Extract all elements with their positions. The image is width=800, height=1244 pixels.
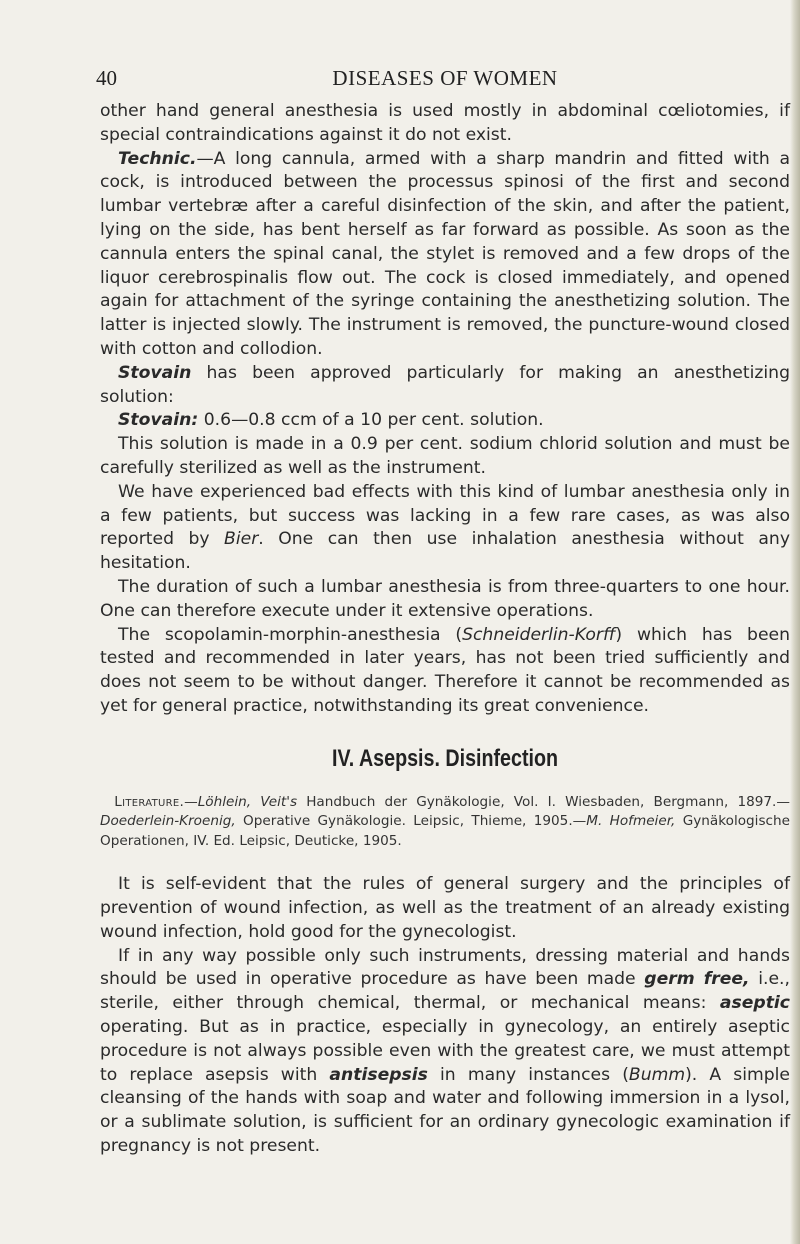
technic-label: Technic. (118, 148, 197, 169)
page-edge-shadow (790, 0, 800, 1244)
stovain-dose-label: Stovain: (118, 410, 199, 431)
paragraph-germ-free: If in any way possible only such instruments, dressing material and hands should be used in operative procedure as have been made germ free, i.e., sterile, either through chemical, thermal, or mechanical means: aseptic operating. But as in practice, especially in gynecology, an entirely aseptic procedure is not always possible even with the greatest care, we must attempt to replace asepsis with antisepsis in many instances (Bumm). A simple cleansing of the hands with soap and water and following immersion in a lysol, or a sublimate solution, is sufficient for an ordinary gynecologic examination if pregnancy is not present. (100, 945, 790, 1156)
term-aseptic: aseptic (719, 993, 790, 1014)
term-germ-free: germ free, (644, 969, 750, 990)
paragraph-stovain: Stovain has been approved particularly for making an anesthetizing solution: (100, 362, 790, 407)
paragraph-self-evident: It is self-evident that the rules of general surgery and the principles of prevention of wound infection, as well as the treatment of an already existing wound infection, hold good for the gynecologist. (100, 874, 790, 942)
paragraph-stovain-dose: Stovain: 0.6—0.8 ccm of a 10 per cent. solution. (118, 410, 544, 431)
running-title: DISEASES OF WOMEN (332, 66, 558, 90)
paragraph-duration: The duration of such a lumbar anesthesia is from three-quarters to one hour. One can therefore execute under it extensive operations. (100, 576, 790, 621)
page-number: 40 (96, 66, 117, 90)
section-heading: IV. Asepsis. Disinfection (331, 744, 559, 772)
author-name: Schneiderlin-Korff (462, 624, 616, 645)
paragraph-scopolamin: The scopolamin-morphin-anesthesia (Schneiderlin-Korff) which has been tested and recommended in later years, has not been tried sufficiently and does not seem to be without danger. Therefore it cannot be recommended as yet for general practice, notwithstanding its great convenience. (100, 624, 790, 716)
author-name: Bier (224, 529, 259, 550)
paragraph-solution: This solution is made in a 0.9 per cent. sodium chlorid solution and must be carefully sterilized as well as the instrument. (100, 434, 790, 478)
literature-label: Literature. (114, 793, 185, 810)
author-name: Bumm (628, 1064, 686, 1085)
page-header (96, 66, 790, 92)
book-page (96, 66, 790, 1159)
paragraph-technic: Technic.—A long cannula, armed with a sharp mandrin and fitted with a cock, is introduced between the processus spinosi of the first and second lumbar vertebræ after a careful disinfection of the skin, and after the patient, lying on the side, has bent herself as far forward as possible. As soon as the cannula enters the spinal canal, the stylet is removed and a few drops of the liquor cerebrospinalis flow out. The cock is closed immediately, and opened again for attachment of the syringe containing the anesthetizing solution. The latter is injected slowly. The instrument is removed, the puncture-wound closed with cotton and collodion. (100, 148, 790, 359)
term-antisepsis: antisepsis (329, 1064, 428, 1085)
paragraph-continuation: other hand general anesthesia is used mostly in abdominal cœliotomies, if special contraindications against it do not exist. (100, 101, 790, 145)
stovain-label: Stovain (118, 362, 192, 383)
paragraph-bad-effects: We have experienced bad effects with this kind of lumbar anesthesia only in a few patients, but success was lacking in a few rare cases, as was also reported by Bier. One can then use inhalation anesthesia without any hesitation. (100, 481, 790, 574)
literature-references: Literature.—Löhlein, Veit's Handbuch der Gynäkologie, Vol. I. Wiesbaden, Bergmann, 1897.—Doederlein-Kroenig, Operative Gynäkologie. Leipsic, Thieme, 1905.—M. Hofmeier, Gynäkologische Operationen, IV. Ed. Leipsic, Deuticke, 1905. (100, 793, 790, 849)
